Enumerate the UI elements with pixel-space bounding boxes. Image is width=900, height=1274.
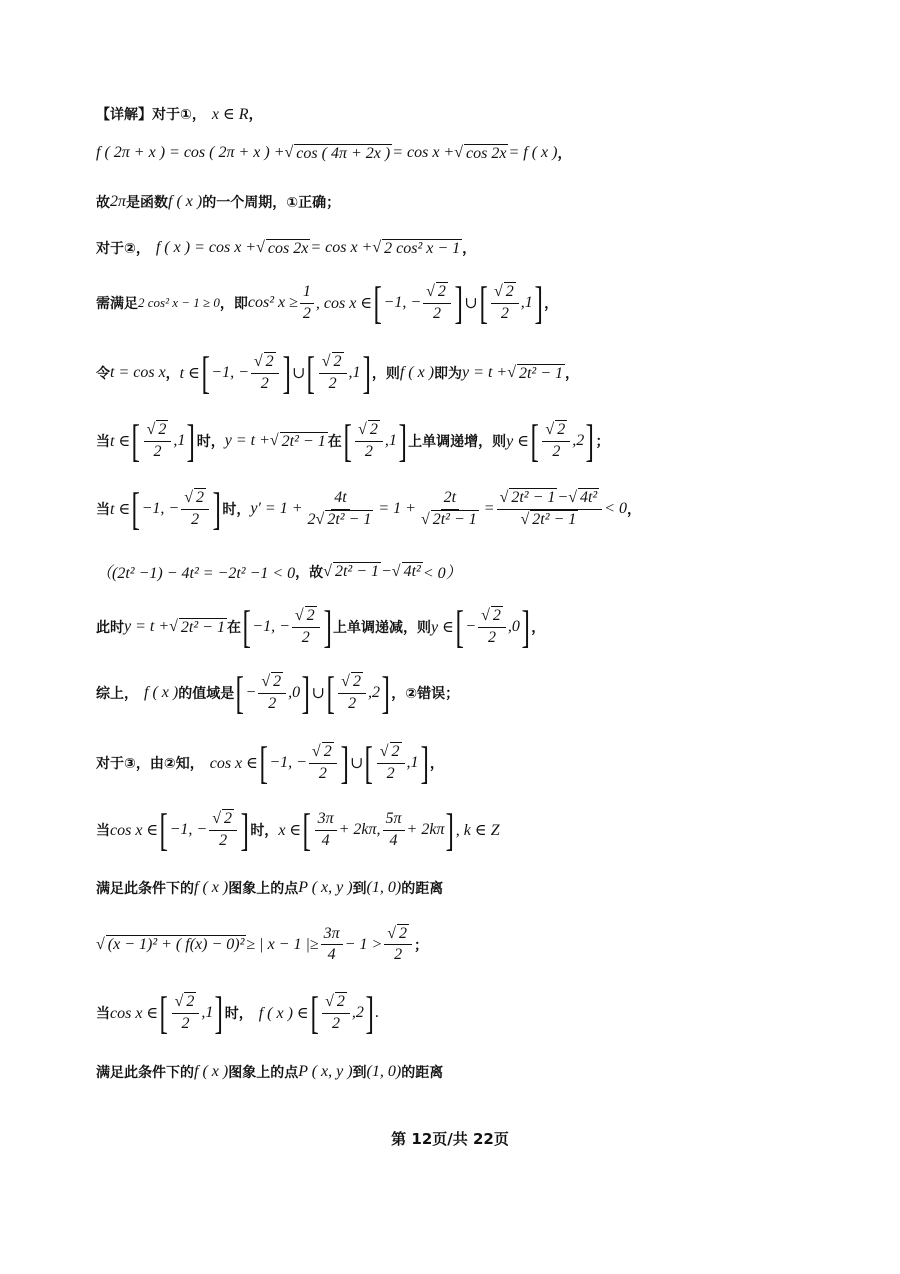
line-11: 综上， f ( x ) 的值域是 [ − $\frac{√ 2}{2}$ ,0 ] ∪ [ $\frac{√ 2}{2}$ ,2 ] ，②错误；: [96, 667, 460, 718]
line-17: 满足此条件下的 f ( x ) 图象上的点 P ( x, y ) 到 (1, 0) 的距离: [96, 1063, 444, 1081]
line-7: 当 t ∈ [ $\frac{√ 2}{2}$ ,1 ] 时， y = t + √ 2t² − 1 在 [ $\frac{√ 2}{2}$ ,1 ] 上单调递增，则 y ∈ [ $\frac{√ 2}{2}$ ,2 ] ；: [96, 415, 610, 466]
detail-tag: 【详解】: [96, 107, 152, 123]
line-5: 需满足 2 cos² x − 1 ≥ 0 ，即 cos² x ≥ $\frac{1}{2}$ , cos x ∈ [ −1, − $\frac{√ 2}{2}$ ] ∪ [ $\frac{√ 2}{2}$ ,1 ] ，: [96, 277, 559, 328]
line-2: f ( 2π + x ) = cos ( 2π + x ) + √ cos ( 4π + 2x ) = cos x + √ cos 2x = f ( x ) ，: [96, 144, 572, 162]
line-16: 当 cos x ∈ [ $\frac{√ 2}{2}$ ,1 ] 时， f ( x ) ∈ [ $\frac{√ 2}{2}$ ,2 ] .: [96, 987, 380, 1038]
line-6: 令 t = cos x ， t ∈ [ −1, − $\frac{√ 2}{2}$ ] ∪ [ $\frac{√ 2}{2}$ ,1 ] ，则 f ( x ) 即为 y = t + √ 2t² − 1 ，: [96, 347, 580, 398]
line-4: 对于②， f ( x ) = cos x + √ cos 2x = cos x + √ 2 cos² x − 1 ，: [96, 239, 477, 257]
line-14: 满足此条件下的 f ( x ) 图象上的点 P ( x, y ) 到 (1, 0) 的距离: [96, 879, 444, 897]
line-12: 对于③，由②知， cos x ∈ [ −1, − $\frac{√ 2}{2}$ ] ∪ [ $\frac{√ 2}{2}$ ,1 ] ，: [96, 737, 444, 788]
line-13: 当 cos x ∈ [ −1, − $\frac{√ 2}{2}$ ] 时， x ∈ [ $\frac{3\pi}{4}$ + 2kπ, $\frac{5\pi}{4}$ + 2kπ ] , k ∈ Z: [96, 804, 500, 855]
line-1: 【详解】 对于①， x ∈ R ，: [96, 106, 263, 123]
line-9: （(2t² −1) − 4t² = −2t² −1 < 0 ，故 √ 2t² − 1 − √ 4t² < 0）: [96, 562, 462, 582]
line-15: √ (x − 1)² + ( f(x) − 0)² ≥ | x − 1 |≥ $\frac{3\pi}{4}$ − 1 > $\frac{√ 2}{2}$ ；: [96, 925, 429, 964]
line-8: 当 t ∈ [ −1, − $\frac{√ 2}{2}$ ] 时， y′ = 1 + $\frac{4t}{\text{2√ 2t² − 1}}$ = 1 + $\frac{2t}{\text{√ 2t² − 1}}$ = $\frac{\text{√ 2t² − 1 −√ 4t²}}{\text{√ 2t² − 1}}$ < 0 ，: [96, 483, 642, 534]
page-footer: 第 12页/共 22页: [391, 1130, 509, 1148]
line-10: 此时 y = t + √ 2t² − 1 在 [ −1, − $\frac{√ 2}{2}$ ] 上单调递减，则 y ∈ [ − $\frac{√ 2}{2}$ ,0 ] ，: [96, 601, 546, 652]
line-3: 故 2π 是函数 f ( x ) 的一个周期，①正确；: [96, 193, 341, 211]
